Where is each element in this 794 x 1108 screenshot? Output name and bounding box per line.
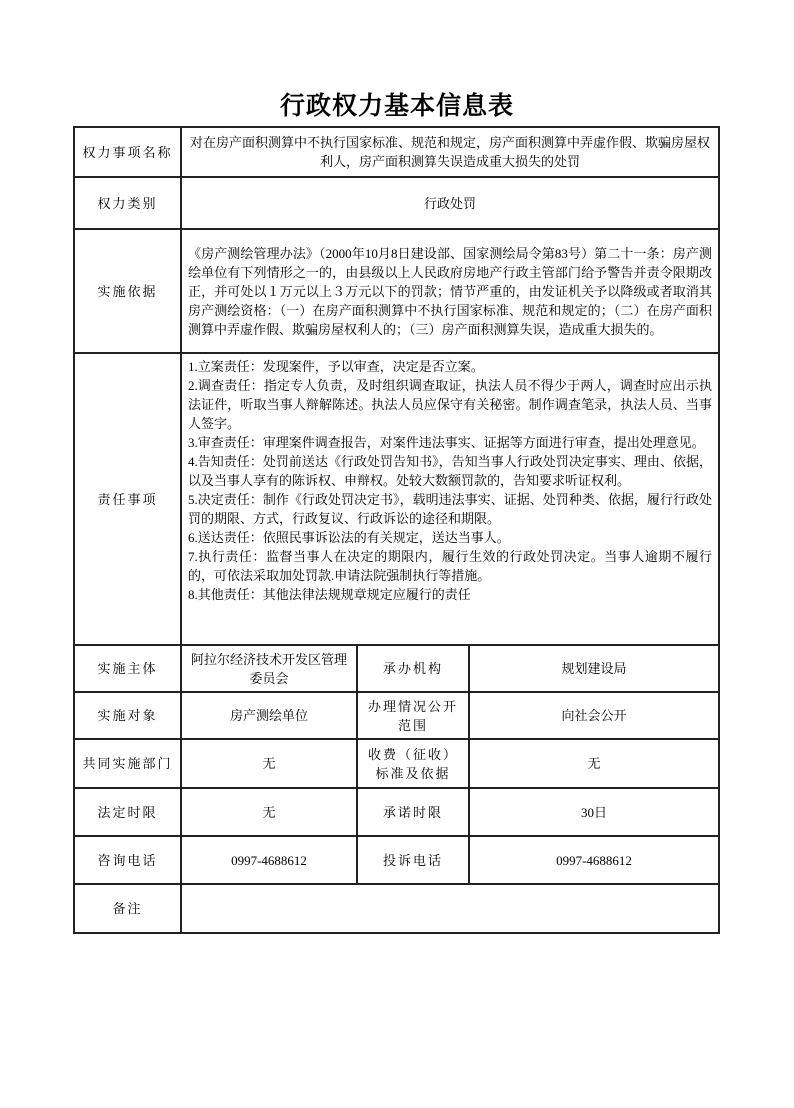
consultation-phone-value: 0997-4688612 [181,836,357,884]
implementation-basis-value: 《房产测绘管理办法》（2000年10月8日建设部、国家测绘局令第83号）第二十一条：房产测绘单位有下列情形之一的，由县级以上人民政府房地产行政主管部门给予警告并责令限期改正，并可处以１万元以上３万元以下的罚款；情节严重的，由发证机关予以降级或者取消其房产测绘资格：（一）在房产面积测算中不执行国家标准、规范和规定的；（二）在房产面积测算中弄虚作假、欺骗房屋权利人的；（三）房产面积测算失误，造成重大损失的。 [181,229,719,353]
responsibility-items-value [181,353,719,645]
duty-item: 2.调查责任：指定专人负责，及时组织调查取证，执法人员不得少于两人，调查时应出示执法证件，听取当事人辩解陈述。执法人员应保守有关秘密。制作调查笔录，执法人员、当事人签字。 [188,378,713,431]
responsibility-items-label: 责任事项 [74,353,181,645]
promised-time-limit-label: 承诺时限 [357,788,469,836]
row-remarks [74,884,719,933]
power-category-label: 权力类别 [74,177,181,229]
row-joint-departments [74,739,719,788]
duty-item: 3.审查责任：审理案件调查报告，对案件违法事实、证据等方面进行审查，提出处理意见。 [188,435,705,450]
power-item-name-value: 对在房产面积测算中不执行国家标准、规范和规定，房产面积测算中弄虚作假、欺骗房屋权利人，房产面积测算失误造成重大损失的处罚 [181,127,719,177]
implementation-object-label: 实施对象 [74,692,181,739]
row-power-item-name [74,127,719,177]
row-responsibility-items [74,353,719,645]
row-implementation-object [74,692,719,739]
disclosure-scope-value: 向社会公开 [469,692,719,739]
info-table [73,126,720,934]
duty-item: 5.决定责任：制作《行政处罚决定书》，载明违法事实、证据、处罚种类、依据，履行行政处罚的期限、方式，行政复议、行政诉讼的途径和期限。 [188,492,713,526]
implementation-subject-value: 阿拉尔经济技术开发区管理委员会 [181,645,357,692]
power-item-name-label: 权力事项名称 [74,127,181,177]
remarks-label: 备注 [74,884,181,933]
duty-item: 1.立案责任：发现案件，予以审查，决定是否立案。 [188,359,484,374]
remarks-value [181,884,719,933]
consultation-phone-label: 咨询电话 [74,836,181,884]
complaint-phone-value: 0997-4688612 [469,836,719,884]
row-phones [74,836,719,884]
fee-standard-value: 无 [469,739,719,788]
row-implementation-subject [74,645,719,692]
duty-item: 8.其他责任：其他法律法规规章规定应履行的责任 [188,587,471,602]
implementation-subject-label: 实施主体 [74,645,181,692]
row-implementation-basis [74,229,719,353]
undertaking-agency-label: 承办机构 [357,645,469,692]
duty-item: 7.执行责任：监督当事人在决定的期限内，履行生效的行政处罚决定。当事人逾期不履行的，可依法采取加处罚款.申请法院强制执行等措施。 [188,549,713,583]
row-time-limits [74,788,719,836]
promised-time-limit-value: 30日 [469,788,719,836]
legal-time-limit-label: 法定时限 [74,788,181,836]
page-title: 行政权力基本信息表 [279,93,514,120]
disclosure-scope-label: 办理情况公开范围 [357,692,469,739]
implementation-basis-label: 实施依据 [74,229,181,353]
joint-departments-label: 共同实施部门 [74,739,181,788]
legal-time-limit-value: 无 [181,788,357,836]
fee-standard-label: 收费（征收）标准及依据 [357,739,469,788]
power-category-value: 行政处罚 [181,177,719,229]
row-power-category [74,177,719,229]
implementation-object-value: 房产测绘单位 [181,692,357,739]
duty-item: 6.送达责任：依照民事诉讼法的有关规定，送达当事人。 [188,530,510,545]
joint-departments-value: 无 [181,739,357,788]
duty-item: 4.告知责任：处罚前送达《行政处罚告知书》，告知当事人行政处罚决定事实、理由、依据，以及当事人享有的陈诉权、申辩权。处较大数额罚款的，告知要求听证权利。 [188,454,713,488]
undertaking-agency-value: 规划建设局 [469,645,719,692]
complaint-phone-label: 投诉电话 [357,836,469,884]
